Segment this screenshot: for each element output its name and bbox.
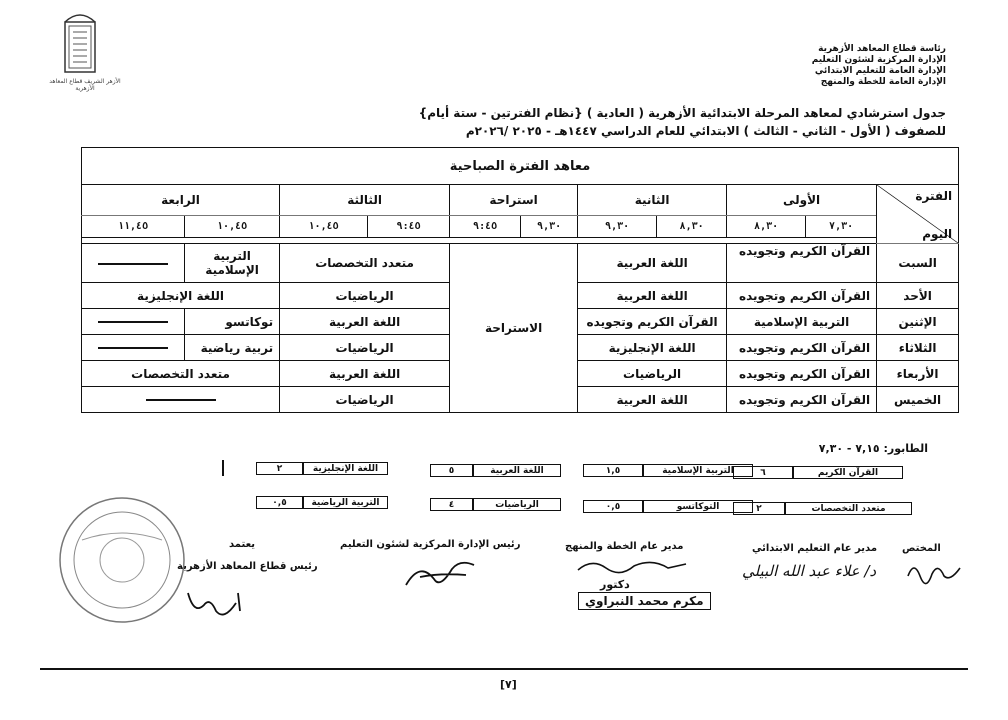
corner-day-label: اليوم [922,227,953,241]
weight-count: ٠,٥ [256,496,303,509]
time-cell: ١٠,٤٥ [280,216,368,237]
subject-cell: اللغة الإنجليزية [82,283,280,309]
time-cell: ١٠,٤٥ [185,216,280,237]
weight-subject: الرياضيات [473,498,561,511]
weight-subject: اللغة الإنجليزية [303,462,388,475]
time-cell: ٩,٣٠ [578,216,657,237]
time-cell: ٧,٣٠ [806,216,877,237]
weight-subject: القرآن الكريم [793,466,903,479]
period-1-header: الأولى [727,185,877,216]
header-line: الإدارة العامة للتعليم الابتدائي [814,66,946,76]
period-3-header: الثالثة [280,185,450,216]
weight-count: ١,٥ [583,464,643,477]
break-header: استراحة [450,185,578,216]
header-line: الإدارة المركزية لشئون التعليم [811,55,946,65]
page-number: [٧] [500,678,517,691]
divider [222,460,224,476]
weight-subject: متعدد التخصصات [785,502,912,515]
footer-divider [40,668,968,670]
subject-cell: القرآن الكريم وتجويده [727,387,877,413]
subject-cell: اللغة العربية [280,309,450,335]
day-tuesday: الثلاثاء [877,335,959,361]
subject-cell: اللغة العربية [578,283,727,309]
empty-dash [146,399,216,401]
subject-cell: اللغة العربية [578,387,727,413]
subject-cell: القرآن الكريم وتجويده [727,283,877,309]
break-cell: الاستراحة [450,244,578,413]
corner-period-label: الفترة [915,189,953,203]
planning-director-title: مدير عام الخطة والمنهج [565,541,684,552]
specialist-title: المختص [902,543,941,554]
subject-cell: اللغة العربية [578,244,727,283]
central-head-title: رئيس الإدارة المركزية لشئون التعليم [340,539,521,550]
time-cell: ٩:٤٥ [450,216,521,237]
subject-cell: القرآن الكريم وتجويده [727,335,877,361]
planning-director-stamp: مكرم محمد النبراوي [578,592,711,610]
subject-cell: القرآن الكريم وتجويده [727,244,877,283]
title-line-2: للصفوف ( الأول - الثاني - الثالث ) الابتدائي للعام الدراسي ١٤٤٧هـ - ٢٠٢٥ /٢٠٢٦م [465,124,946,138]
empty-slot [82,309,185,335]
approve-label: يعتمد [229,539,255,550]
weight-subject: اللغة العربية [473,464,561,477]
subject-cell: القرآن الكريم وتجويده [727,361,877,387]
primary-director-title: مدير عام التعليم الابتدائي [752,543,878,554]
weight-count: ٢ [733,502,785,515]
weight-count: ٦ [733,466,793,479]
subject-cell: توكاتسو [185,309,280,335]
period-2-header: الثانية [578,185,727,216]
empty-slot [82,244,185,283]
weight-subject: التربية الإسلامية [643,464,753,477]
specialist-signature [904,556,964,586]
time-cell: ٩,٣٠ [521,216,578,237]
day-monday: الإثنين [877,309,959,335]
empty-slot [82,335,185,361]
period-4-header: الرابعة [82,185,280,216]
subject-cell: التربية الإسلامية [727,309,877,335]
day-saturday: السبت [877,244,959,283]
subject-cell: القرآن الكريم وتجويده [578,309,727,335]
assembly-time: الطابور: ٧,١٥ - ٧,٣٠ [818,442,928,455]
subject-cell: التربية الإسلامية [185,244,280,283]
subject-cell: الرياضيات [280,283,450,309]
time-cell: ١١,٤٥ [82,216,185,237]
header-line: الإدارة العامة للخطة والمنهج [820,77,946,87]
empty-dash [98,321,168,323]
sector-head-title: رئيس قطاع المعاهد الأزهرية [177,561,318,572]
subject-cell: الرياضيات [280,387,450,413]
empty-dash [98,263,168,265]
time-cell: ٨,٣٠ [657,216,727,237]
central-head-signature [400,555,480,595]
header-corner [877,185,959,244]
day-thursday: الخميس [877,387,959,413]
empty-slot [82,387,280,413]
header-lines [776,44,946,88]
weight-subject: التربية الرياضية [303,496,388,509]
subject-cell: متعدد التخصصات [82,361,280,387]
weight-count: ٠,٥ [583,500,643,513]
day-wednesday: الأربعاء [877,361,959,387]
day-sunday: الأحد [877,283,959,309]
subject-cell: متعدد التخصصات [280,244,450,283]
weight-count: ٥ [430,464,473,477]
subject-cell: الرياضيات [280,335,450,361]
time-cell: ٨,٣٠ [727,216,806,237]
subject-cell: تربية رياضية [185,335,280,361]
planning-director-signature [572,554,692,580]
official-seal [52,490,192,630]
shift-title: معاهد الفترة الصباحية [82,148,959,185]
weight-count: ٤ [430,498,473,511]
subject-cell: الرياضيات [578,361,727,387]
header-line: رئاسة قطاع المعاهد الأزهرية [818,44,946,54]
logo-caption: الأزهر الشريف قطاع المعاهد الأزهرية [49,78,121,92]
planning-title-prefix: دكتور [600,578,630,591]
schedule-table [81,147,959,413]
subject-cell: اللغة الإنجليزية [578,335,727,361]
weight-subject: التوكاتسو [643,500,753,513]
title-line-1: جدول استرشادي لمعاهد المرحلة الابتدائية الأزهرية ( العادية ) {نظام الفترتين - ستة أيام} [418,106,946,120]
time-cell: ٩:٤٥ [368,216,450,237]
subject-cell: اللغة العربية [280,361,450,387]
empty-dash [98,347,168,349]
weight-count: ٢ [256,462,303,475]
document-title [246,104,946,140]
primary-director-name: د/ علاء عبد الله البيلي [742,562,877,580]
